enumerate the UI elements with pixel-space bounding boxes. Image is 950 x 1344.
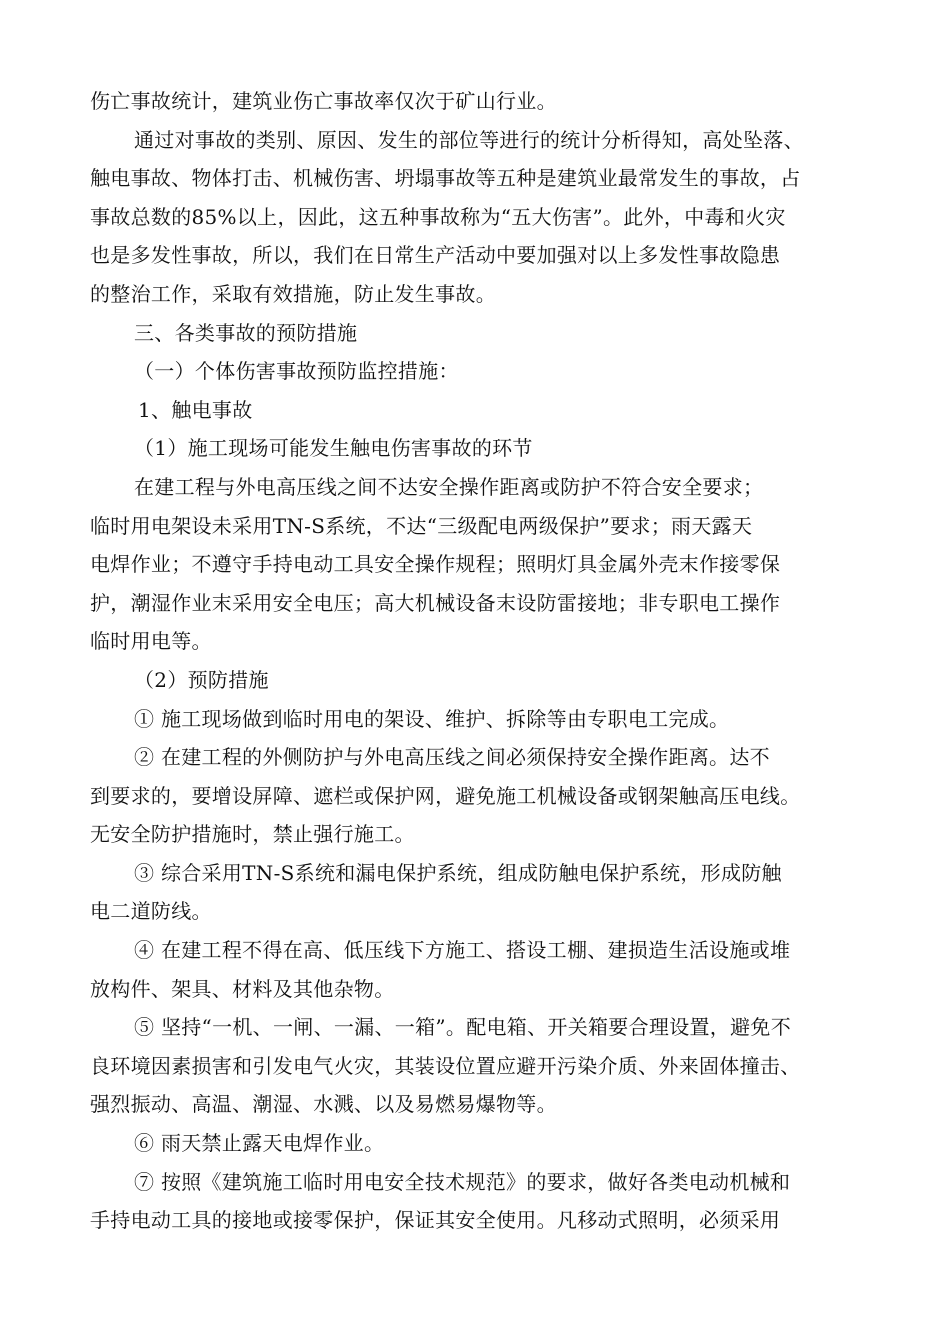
text-line: 通过对事故的类别、原因、发生的部位等进行的统计分析得知，高处坠落、 [134,127,804,152]
sub-item-heading: （1）施工现场可能发生触电伤害事故的环节 [134,436,533,461]
sub-item-heading: （2）预防措施 [134,667,269,692]
text-line: 在建工程与外电高压线之间不达安全操作距离或防护不符合安全要求； [134,474,764,499]
text-line: 的整治工作，采取有效措施，防止发生事故。 [90,281,496,306]
text-line: 强烈振动、高温、潮湿、水溅、以及易燃易爆物等。 [90,1092,557,1117]
text-line: 手持电动工具的接地或接零保护，保证其安全使用。凡移动式照明，必须采用 [90,1208,781,1233]
text-line: 无安全防护措施时，禁止强行施工。 [90,822,415,847]
text-line: 触电事故、物体打击、机械伤害、坍塌事故等五种是建筑业最常发生的事故，占 [90,166,801,191]
text-line: ③ 综合采用TN-S系统和漏电保护系统，组成防触电保护系统，形成防触 [134,860,782,885]
text-line: 电焊作业；不遵守手持电动工具安全操作规程；照明灯具金属外壳末作接零保 [90,552,781,577]
text-line: 临时用电等。 [90,629,212,654]
item-heading: 1、触电事故 [138,397,253,422]
text-line: 良环境因素损害和引发电气火灾，其装设位置应避开污染介质、外来固体撞击、 [90,1053,801,1078]
text-line: ⑦ 按照《建筑施工临时用电安全技术规范》的要求，做好各类电动机械和 [134,1169,791,1194]
text-line: ⑥ 雨天禁止露天电焊作业。 [134,1131,385,1156]
text-line: 伤亡事故统计，建筑业伤亡事故率仅次于矿山行业。 [90,89,557,113]
subsection-heading: （一）个体伤害事故预防监控措施： [134,359,459,384]
text-line: 护，潮湿作业末采用安全电压；高大机械设备末设防雷接地；非专职电工操作 [90,590,781,615]
text-line: 电二道防线。 [90,899,212,924]
text-line: 事故总数的85%以上，因此，这五种事故称为“五大伤害”。此外，中毒和火灾 [90,204,786,229]
text-line: ④ 在建工程不得在高、低压线下方施工、搭设工棚、建损造生活设施或堆 [134,938,791,963]
text-line: 放构件、架具、材料及其他杂物。 [90,976,395,1001]
section-heading: 三、各类事故的预防措施 [134,320,358,345]
text-line: 临时用电架设未采用TN-S系统，不达“三级配电两级保护”要求；雨天露天 [90,513,753,538]
text-line: ⑤ 坚持“一机、一闸、一漏、一箱”。配电箱、开关箱要合理设置，避免不 [134,1015,792,1040]
text-line: ② 在建工程的外侧防护与外电高压线之间必须保持安全操作距离。达不 [134,745,770,770]
text-line: 到要求的，要增设屏障、遮栏或保护网，避免施工机械设备或钢架触高压电线。 [90,783,801,808]
text-line: ① 施工现场做到临时用电的架设、维护、拆除等由专职电工完成。 [134,706,730,731]
text-line: 也是多发性事故，所以，我们在日常生产活动中要加强对以上多发性事故隐患 [90,243,781,268]
document-body [90,82,850,1240]
